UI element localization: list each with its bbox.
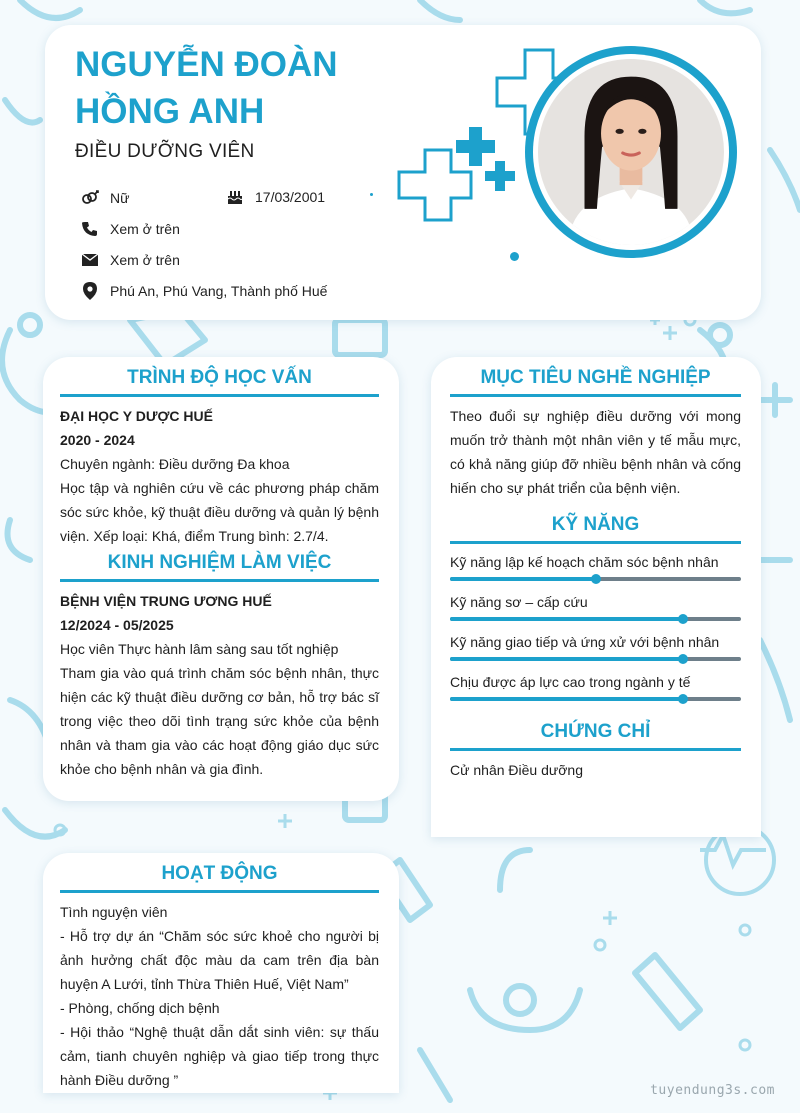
experience-title: KINH NGHIỆM LÀM VIỆC <box>60 552 379 582</box>
phone-row <box>80 220 180 238</box>
objective-title: MỤC TIÊU NGHỀ NGHIỆP <box>450 367 741 397</box>
envelope-icon <box>80 251 100 269</box>
birthday-value: 17/03/2001 <box>255 189 326 205</box>
birthday-cake-icon <box>225 188 245 206</box>
skill-bar <box>450 577 741 581</box>
watermark: tuyendung3s.com <box>650 1083 775 1098</box>
skill-item <box>450 631 741 661</box>
certificate-item: Cử nhân Điều dưỡng <box>450 762 583 778</box>
birthday-row <box>225 188 325 206</box>
skill-bar <box>450 657 741 661</box>
education-title: TRÌNH ĐỘ HỌC VẤN <box>60 367 379 397</box>
experience-role: Học viên Thực hành lâm sàng sau tốt nghiệp <box>60 641 339 657</box>
skill-item <box>450 551 741 581</box>
education-period: 2020 - 2024 <box>60 432 135 448</box>
objective-text: Theo đuổi sự nghiệp điều dưỡng với mong muốn trở thành một nhân viên y tế mẫu mực, có khả năng giúp đỡ nhiều bệnh nhân và cống hiến cho sự phát triển của bệnh viện. <box>450 408 741 496</box>
address-row <box>80 282 327 300</box>
experience-description: Tham gia vào quá trình chăm sóc bệnh nhân, thực hiện các kỹ thuật điều dưỡng cơ bản, hỗ trợ bác sĩ trong việc theo dõi tình trạng sức khỏe của bệnh nhân và tham gia vào các hoạt động giáo dục sức khỏe cho bệnh nhân và gia đình. <box>60 665 379 777</box>
candidate-name: NGUYỄN ĐOÀN HỒNG ANH <box>75 45 338 131</box>
skill-bar <box>450 617 741 621</box>
gender-row <box>80 189 129 207</box>
phone-value: Xem ở trên <box>110 221 180 237</box>
gender-value: Nữ <box>110 190 130 206</box>
email-value: Xem ở trên <box>110 252 180 268</box>
address-value: Phú An, Phú Vang, Thành phố Huế <box>110 283 328 299</box>
activities-card <box>43 853 399 1093</box>
skill-label: Chịu được áp lực cao trong ngành y tế <box>450 674 691 690</box>
skill-label: Kỹ năng sơ – cấp cứu <box>450 594 588 610</box>
map-pin-icon <box>80 282 100 300</box>
gender-icon <box>80 189 100 207</box>
decorative-dot <box>510 252 519 261</box>
email-row <box>80 251 180 269</box>
activity-line: - Hội thảo “Nghệ thuật dẫn dắt sinh viên: sự thấu cảm, tianh chuyên nghiệp và giao tiếp trong thực hành Điều dưỡng ” <box>60 1024 379 1088</box>
job-title: ĐIỀU DƯỠNG VIÊN <box>75 141 255 162</box>
decorative-dot-small <box>370 193 373 196</box>
activity-line: Tình nguyện viên <box>60 904 168 920</box>
school-name: ĐẠI HỌC Y DƯỢC HUẾ <box>60 408 213 424</box>
education-major: Chuyên ngành: Điều dưỡng Đa khoa <box>60 456 290 472</box>
profile-photo <box>538 59 724 245</box>
activities-title: HOẠT ĐỘNG <box>60 863 379 893</box>
profile-photo-frame <box>525 46 737 258</box>
activity-line: - Phòng, chống dịch bệnh <box>60 1000 220 1016</box>
experience-period: 12/2024 - 05/2025 <box>60 617 174 633</box>
skill-label: Kỹ năng lập kế hoạch chăm sóc bệnh nhân <box>450 554 719 570</box>
education-description: Học tập và nghiên cứu về các phương pháp chăm sóc sức khỏe, kỹ thuật điều dưỡng và quản lý bệnh viện. Xếp loại: Khá, điểm Trung bình: 2.7/4. <box>60 480 380 544</box>
skill-item <box>450 671 741 701</box>
skill-bar <box>450 697 741 701</box>
education-experience-card <box>43 357 399 801</box>
profile-header-card <box>45 25 761 320</box>
phone-icon <box>80 220 100 238</box>
company-name: BỆNH VIỆN TRUNG ƯƠNG HUẾ <box>60 593 272 609</box>
skill-item <box>450 591 741 621</box>
activity-line: - Hỗ trợ dự án “Chăm sóc sức khoẻ cho người bị ảnh hưởng chất độc màu da cam trên địa bàn huyện A Lưới, tỉnh Thừa Thiên Huế, Việt Nam” <box>60 928 379 992</box>
skills-title: KỸ NĂNG <box>450 514 741 544</box>
skill-label: Kỹ năng giao tiếp và ứng xử với bệnh nhân <box>450 634 720 650</box>
certificates-title: CHỨNG CHỈ <box>450 721 741 751</box>
objective-skills-card <box>431 357 761 837</box>
skills-list <box>450 551 741 701</box>
